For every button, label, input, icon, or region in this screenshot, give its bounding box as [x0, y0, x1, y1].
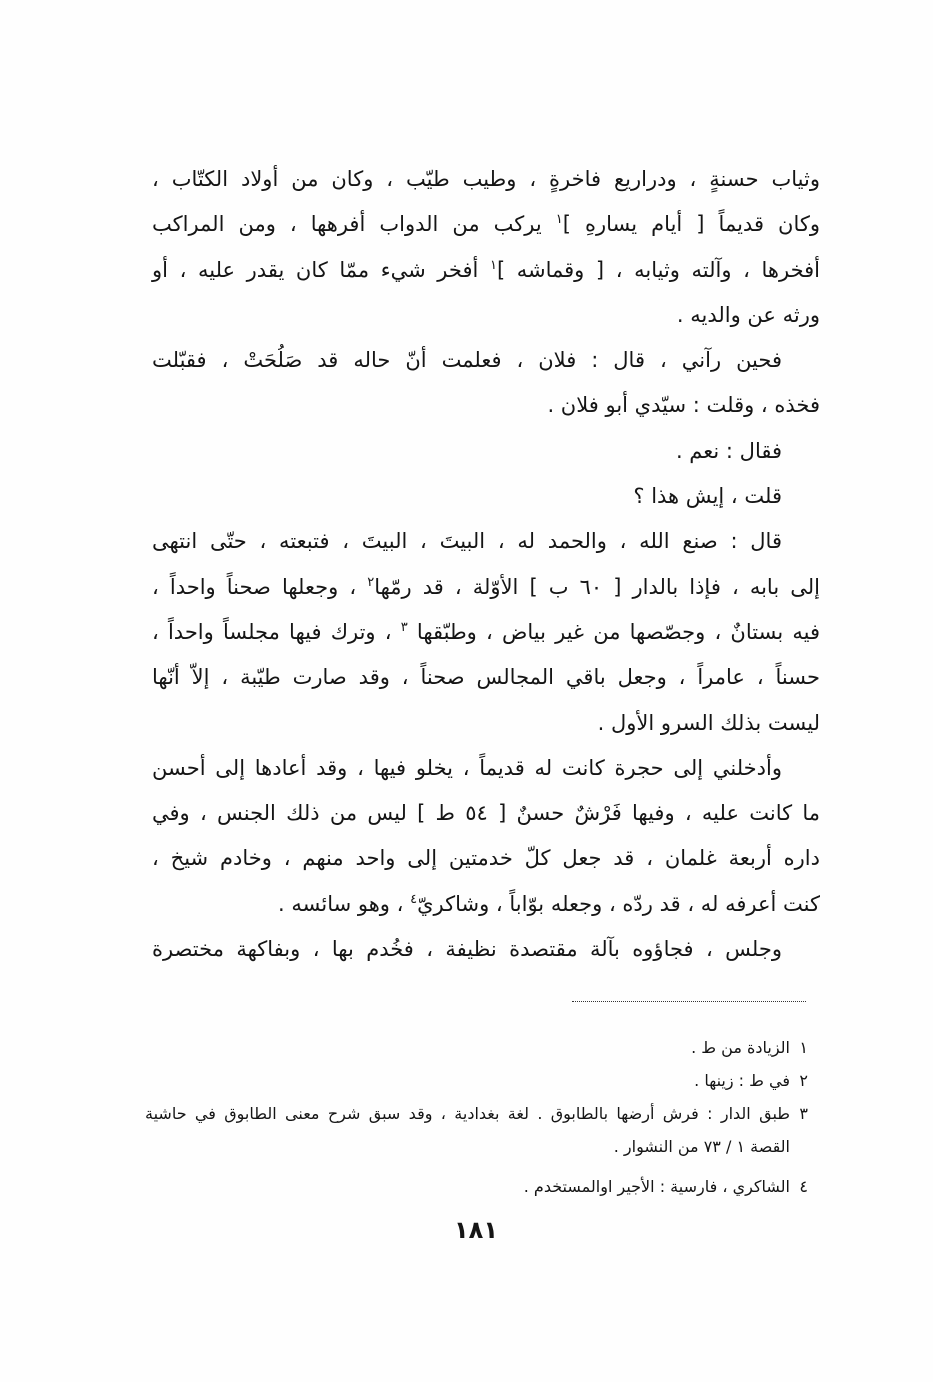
- footnote-line: طبق الدار : فرش أرضها بالطابوق . لغة بغدادية ، وقد سبق شرح معنى الطابوق في حاشية: [145, 1104, 790, 1123]
- text-line: داره أربعة غلمان ، قد جعل كلّ خدمتين إلى واحد منهم ، وخادم شيخ ،: [152, 846, 820, 871]
- footnote-number: ٢: [799, 1071, 808, 1090]
- paragraph: [152, 338, 820, 429]
- text-segment: ، وترك فيها مجلساً واحداً ،: [152, 619, 401, 644]
- text-segment: إلى بابه ، فإذا بالدار [ ٦٠ ب ] الأوّلة ، قد رمّها: [374, 574, 820, 599]
- text-segment: كنت أعرفه له ، قد ردّه ، وجعله بوّاباً ، وشاكريّ: [417, 891, 820, 916]
- text-line: [152, 882, 820, 927]
- footnote-number: ٣: [799, 1104, 808, 1123]
- text-line: وثياب حسنةٍ ، ودراريع فاخرةٍ ، وطيب طيّب ، وكان من أولاد الكتّاب ،: [152, 167, 820, 191]
- text-line: ورثه عن والديه .: [676, 302, 820, 327]
- footnotes: [145, 1031, 808, 1203]
- text-line: ليست بذلك السرو الأول .: [597, 710, 820, 735]
- footnote: [145, 1170, 808, 1203]
- paragraph: [152, 429, 820, 474]
- paragraph: [152, 519, 820, 745]
- text-segment: فيه بستانٌ ، وجصّصها من غير بياض ، وطبّقها: [407, 619, 820, 644]
- footnote-line: الشاكري ، فارسية : الأجير اوالمستخدم .: [523, 1177, 790, 1196]
- footnote-text: [145, 1097, 790, 1163]
- footnote: [145, 1031, 808, 1064]
- paragraph: [152, 746, 820, 927]
- footnote-marker: ١: [489, 257, 497, 273]
- text-line: وأدخلني إلى حجرة كانت له قديماً ، يخلو فيها ، وقد أعادها إلى أحسن: [152, 755, 782, 780]
- text-line: فقال : نعم .: [675, 438, 782, 463]
- text-line: قال : صنع الله ، والحمد له ، البيتَ ، البيتَ ، فتبعته ، حتّى انتهى: [152, 529, 782, 554]
- text-line: فخذه ، وقلت : سيّدي أبو فلان .: [547, 393, 820, 418]
- footnote-line: في ط : زينها .: [694, 1071, 790, 1090]
- footnote-text: [145, 1170, 790, 1203]
- text-line: [152, 202, 820, 247]
- footnote-marker: ٤: [410, 891, 418, 907]
- footnote: [145, 1097, 808, 1163]
- paragraph: [152, 474, 820, 519]
- text-line: وجلس ، فجاؤوه بآلة مقتصدة نظيفة ، فخُدم بها ، وبفاكهة مختصرة: [152, 937, 782, 962]
- footnote-marker: ١: [555, 212, 563, 228]
- footnote-separator: [572, 1001, 806, 1002]
- footnote-text: [145, 1031, 790, 1064]
- text-segment: ، وجعلها صحناً واحداً ،: [152, 574, 368, 599]
- text-segment: يركب من الدواب أفرهها ، ومن المراكب: [152, 212, 556, 237]
- text-line: حسناً ، عامراً ، وجعل باقي المجالس صحناً ، وقد صارت طيّبة ، إلاّ أنّها: [152, 665, 820, 690]
- footnote-marker: ٢: [367, 574, 375, 590]
- text-line: فحين رآني ، قال : فلان ، فعلمت أنّ حاله قد صَلُحَتْ ، فقبّلت: [152, 348, 782, 373]
- main-text: [152, 157, 820, 972]
- footnote-line: القصة ١ / ٧٣ من النشوار .: [613, 1137, 790, 1156]
- footnote-marker: ٣: [400, 619, 408, 635]
- text-segment: أفخر شيء ممّا كان يقدر عليه ، أو: [152, 257, 490, 282]
- footnote-line: الزيادة من ط .: [691, 1038, 790, 1057]
- footnote: [145, 1064, 808, 1097]
- paragraph: [152, 157, 820, 338]
- footnote-number: ١: [799, 1038, 808, 1057]
- text-segment: أفخرها ، وآلته وثيابه ، [ وقماشه ]: [496, 257, 820, 282]
- text-line: ما كانت عليه ، وفيها فَرْشٌ حسنٌ [ ٥٤ ط ] ليس من ذلك الجنس ، وفي: [152, 801, 820, 826]
- text-line: [152, 565, 820, 610]
- text-line: [152, 610, 820, 655]
- footnote-number: ٤: [799, 1177, 808, 1196]
- text-segment: ، وهو سائسه .: [278, 891, 411, 916]
- text-line: [152, 248, 820, 293]
- text-line: قلت ، إيش هذا ؟: [633, 484, 782, 509]
- paragraph: [152, 927, 820, 972]
- text-segment: وكان قديماً [ أيام يسارهِ ]: [562, 212, 820, 237]
- page-number: ١٨١: [454, 1216, 498, 1244]
- footnote-text: [145, 1064, 790, 1097]
